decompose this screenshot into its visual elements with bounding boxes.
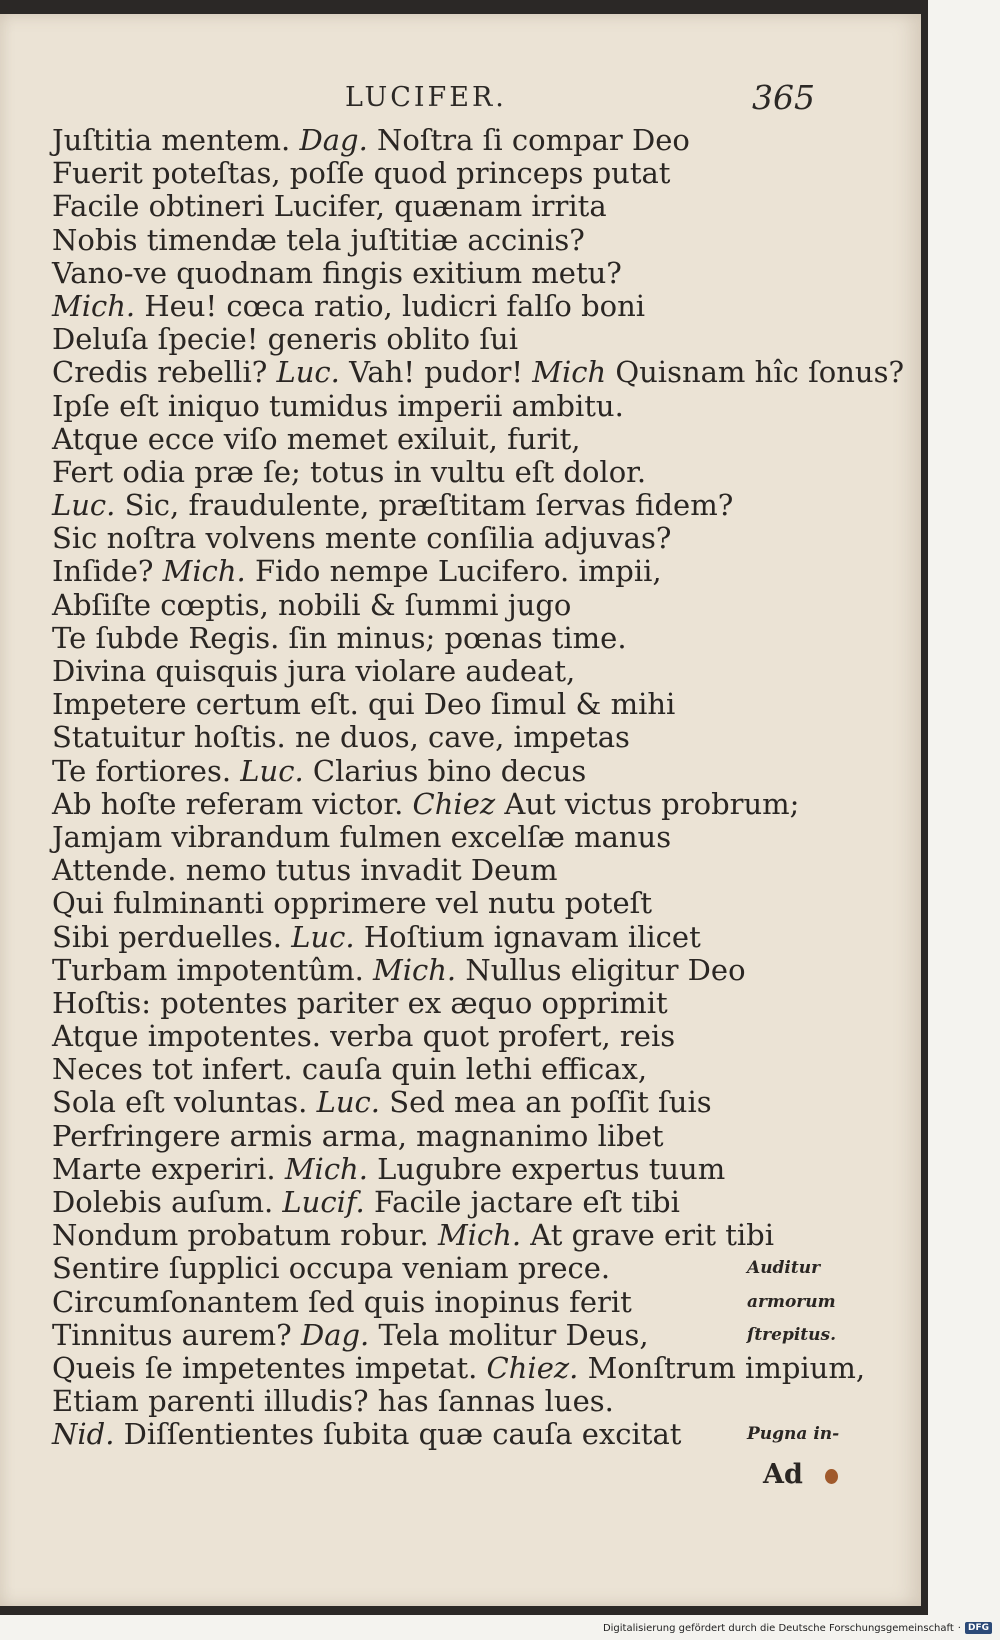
margin-note: armorum — [747, 1291, 836, 1312]
line-text: Impetere certum eſt. qui Deo ſimul & mihi — [52, 687, 676, 722]
dfg-logo-icon: DFG — [965, 1622, 992, 1634]
line-text: Fido nempe Lucifero. impii, — [245, 554, 662, 589]
line-text: Sed mea an poſſit ſuis — [380, 1085, 712, 1120]
line-text: Heu! cœca ratio, ludicri falſo boni — [135, 288, 646, 323]
speaker-name: Chiez. — [486, 1350, 579, 1385]
verse-line — [52, 1186, 812, 1219]
book-page — [0, 14, 921, 1606]
line-text: Te ſubde Regis. ſin minus; pœnas time. — [52, 620, 627, 655]
line-text: Inſide? — [52, 554, 163, 589]
verse-line — [52, 887, 812, 920]
line-text: Attende. nemo tutus invadit Deum — [52, 853, 558, 888]
verse-line — [52, 555, 812, 588]
verse-line — [52, 456, 812, 489]
line-text: Nobis timendæ tela juſtitiæ accinis? — [52, 222, 585, 257]
verse-line — [52, 655, 812, 688]
page-number: 365 — [752, 78, 815, 117]
margin-note: Pugna in- — [747, 1424, 840, 1445]
line-text: Credis rebelli? — [52, 355, 277, 390]
line-text: Lugubre expertus tuum — [367, 1151, 726, 1186]
verse-line — [52, 1350, 866, 1385]
line-text: Nullus eligitur Deo — [456, 952, 746, 987]
verse-line — [52, 423, 812, 456]
verse-line — [52, 1317, 836, 1352]
line-text: Sola eſt voluntas. — [52, 1085, 317, 1120]
margin-note: ſtrepitus. — [747, 1324, 836, 1345]
verse-line — [52, 1053, 812, 1086]
verse-line — [52, 622, 812, 655]
line-text: Sentire ſupplici occupa veniam prece. — [52, 1251, 611, 1286]
line-text: Quisnam hîc ſonus? — [606, 355, 905, 390]
line-text: Facile jactare eſt tibi — [364, 1185, 680, 1219]
line-text: Noſtra ſi compar Deo — [367, 123, 690, 157]
verse-line — [52, 688, 812, 721]
speaker-name: Mich. — [162, 554, 246, 589]
verse-line — [52, 1417, 840, 1452]
verse-line — [52, 1120, 812, 1153]
line-text: Nondum probatum robur. — [52, 1218, 438, 1253]
verse-line — [52, 589, 812, 622]
line-text: Vah! pudor! — [339, 355, 533, 390]
line-text: Perfringere armis arma, magnanimo libet — [52, 1118, 664, 1153]
speaker-name: Luc. — [316, 1085, 381, 1120]
line-text: Neces tot infert. cauſa quin lethi efficax, — [52, 1052, 648, 1087]
speaker-name: Luc. — [52, 488, 116, 523]
line-text: Etiam parenti illudis? has ſannas lues. — [52, 1384, 614, 1419]
line-text: Atque impotentes. verba quot profert, reis — [52, 1019, 676, 1054]
line-text: Turbam impotentûm. — [52, 952, 374, 987]
verse-line — [52, 987, 812, 1020]
line-text: Hoſtium ignavam ilicet — [354, 919, 701, 954]
verse-line — [52, 157, 812, 190]
verse-line — [52, 1086, 812, 1119]
speaker-name: Luc. — [240, 753, 304, 788]
line-text: Tinnitus aurem? — [52, 1317, 301, 1352]
verse-line — [52, 355, 905, 390]
speaker-name: Luc. — [291, 919, 355, 954]
verse-line — [52, 1219, 812, 1252]
line-text: Jamjam vibrandum fulmen excelſæ manus — [52, 819, 672, 854]
line-text: Vano-ve quodnam fingis exitium metu? — [52, 255, 622, 290]
verse-line — [52, 323, 812, 356]
line-text: Fert odia præ ſe; totus in vultu eſt dolor. — [52, 454, 647, 489]
line-text: Diſſentientes ſubita quæ cauſa excitat — [114, 1417, 682, 1452]
line-text: Circumſonantem ſed quis inopinus ferit — [52, 1284, 632, 1319]
line-text: Deluſa ſpecie! generis oblito ſui — [52, 322, 519, 357]
line-text: Aut victus probrum; — [495, 786, 800, 821]
verse-line — [52, 721, 812, 754]
speaker-name: Mich. — [373, 952, 457, 987]
margin-note: Auditur — [747, 1258, 821, 1279]
line-text: Clarius bino decus — [303, 753, 587, 788]
line-text: Tela molitur Deus, — [369, 1317, 649, 1352]
verse-line — [52, 1251, 821, 1286]
verse-line — [52, 1284, 836, 1319]
catchword: Ad — [763, 1459, 803, 1490]
line-text: Divina quisquis jura violare audeat, — [52, 654, 576, 688]
running-head: LUCIFER. — [345, 82, 507, 113]
verse-line — [52, 1020, 812, 1053]
line-text: Dolebis auſum. — [52, 1185, 283, 1219]
speaker-name: Dag. — [300, 1317, 370, 1352]
verse-line — [52, 755, 812, 788]
line-text: Ab hoſte referam victor. — [52, 786, 413, 821]
line-text: Fuerit poteſtas, poſſe quod princeps putat — [52, 156, 671, 191]
speaker-name: Mich. — [437, 1218, 522, 1253]
line-text: Queis ſe impetentes impetat. — [52, 1350, 487, 1385]
speaker-name: Mich — [532, 355, 607, 390]
line-text: Te fortiores. — [52, 753, 241, 788]
verse-line — [52, 954, 812, 987]
line-text: Abſiſte cœptis, nobili & ſummi jugo — [52, 587, 572, 622]
line-text: Sibi perduelles. — [52, 919, 292, 954]
line-text: Qui fulminanti opprimere vel nutu poteſt — [52, 886, 652, 921]
credit-text: Digitalisierung gefördert durch die Deutsche Forschungsgemeinschaft — [602, 1622, 954, 1634]
verse-line — [52, 1153, 812, 1186]
digitization-credit: Digitalisierung gefördert durch die Deutsche Forschungsgemeinschaft · DFG — [603, 1622, 992, 1634]
verse-line — [52, 1385, 812, 1418]
speaker-name: Nid. — [52, 1417, 115, 1452]
verse-line — [52, 854, 812, 887]
line-text: Atque ecce viſo memet exiluit, furit, — [52, 421, 581, 456]
speaker-name: Luc. — [276, 355, 340, 390]
verse-text — [52, 123, 905, 1452]
line-text: Statuitur hoſtis. ne duos, cave, impetas — [52, 720, 630, 755]
line-text: Hoſtis: potentes pariter ex æquo opprimit — [52, 985, 668, 1020]
speaker-name: Chiez — [412, 786, 496, 821]
verse-line — [52, 390, 812, 423]
line-text: Monſtrum impium, — [578, 1350, 866, 1385]
line-text: Sic, fraudulente, præſtitam ſervas fidem? — [115, 488, 734, 523]
ink-stain — [825, 1469, 838, 1484]
speaker-name: Mich. — [52, 288, 136, 323]
speaker-name: Dag. — [299, 123, 368, 157]
line-text: Juſtitia mentem. — [52, 123, 300, 157]
verse-line — [52, 124, 812, 157]
speaker-name: Mich. — [284, 1151, 368, 1186]
verse-line — [52, 489, 812, 522]
line-text: Ipſe eſt iniquo tumidus imperii ambitu. — [52, 388, 624, 423]
line-text: At grave erit tibi — [521, 1218, 774, 1253]
line-text: Facile obtineri Lucifer, quænam irrita — [52, 189, 607, 224]
verse-line — [52, 190, 812, 223]
verse-line — [52, 821, 812, 854]
line-text: Sic noſtra volvens mente conſilia adjuvas? — [52, 521, 672, 556]
verse-line — [52, 290, 812, 323]
verse-line — [52, 921, 812, 954]
verse-line — [52, 788, 812, 821]
verse-line — [52, 257, 812, 290]
line-text: Marte experiri. — [52, 1151, 285, 1186]
speaker-name: Lucif. — [282, 1185, 365, 1219]
verse-line — [52, 522, 812, 555]
verse-line — [52, 224, 812, 257]
